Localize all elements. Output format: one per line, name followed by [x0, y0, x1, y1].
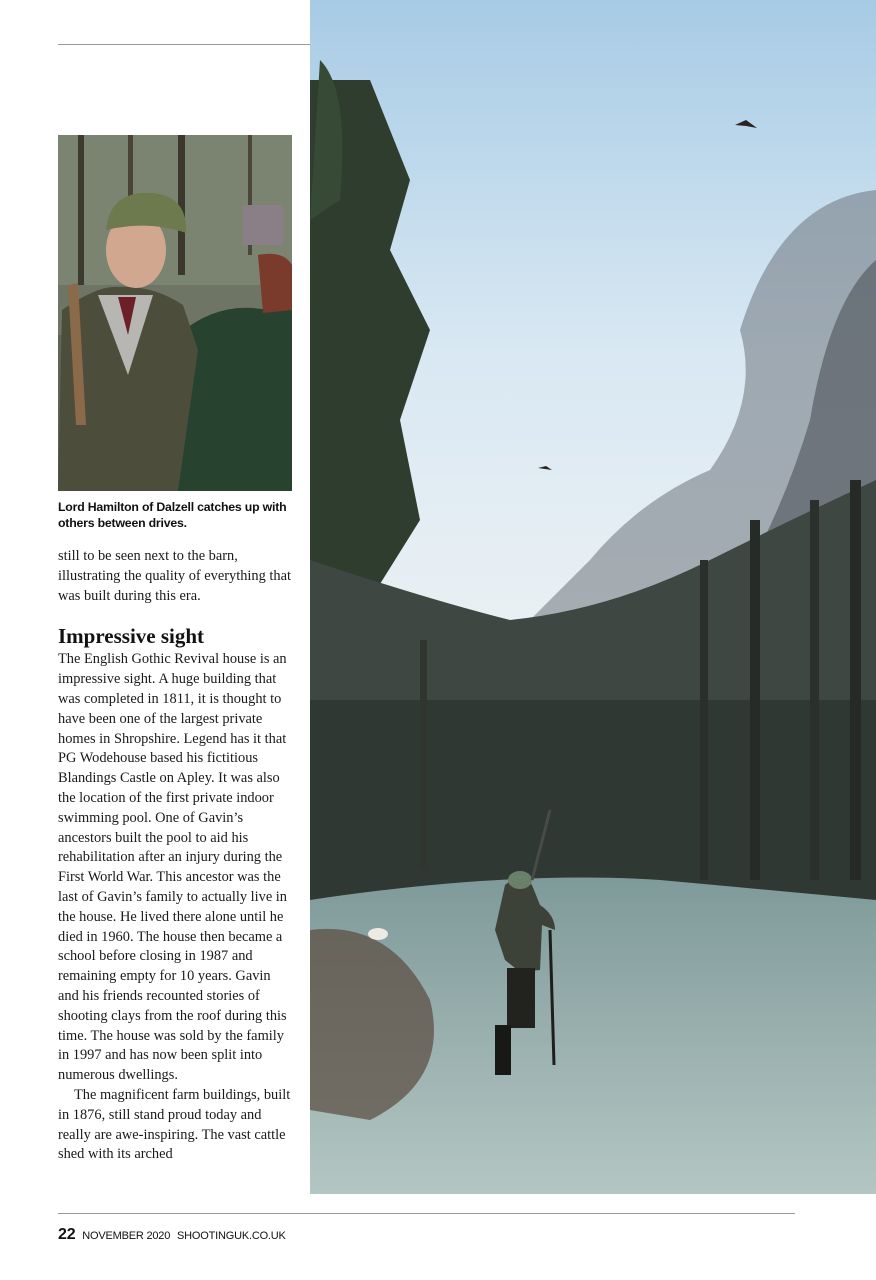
top-rule	[58, 44, 310, 45]
bottom-rule	[58, 1213, 795, 1214]
inset-photo-art	[58, 135, 292, 491]
article-paragraph: The magnificent farm buildings, built in 1876, still stand proud today and really are awe-inspiring. The vast cattle shed with its arched	[58, 1086, 291, 1163]
article-body	[58, 547, 294, 1165]
photo-caption: Lord Hamilton of Dalzell catches up with others between drives.	[58, 500, 287, 530]
main-photo	[310, 0, 876, 1194]
inset-photo	[58, 135, 292, 491]
article-paragraph: still to be seen next to the barn, illustrating the quality of everything that was built during this era.	[58, 548, 291, 604]
main-photo-art	[310, 0, 876, 1194]
section-heading: Impressive sight	[58, 624, 205, 649]
website-link[interactable]: SHOOTINGUK.CO.UK	[177, 1230, 286, 1242]
page-footer	[58, 1226, 286, 1244]
article-paragraph: The English Gothic Revival house is an impressive sight. A huge building that was completed in 1811, it is thought to have been one of the largest private homes in Shropshire. Legend has it that PG Wodehouse based his fictitious Blandings Castle on Apley. It was also the location of the first private indoor swimming pool. One of Gavin’s ancestors built the pool to aid his rehabilitation after an injury during the First World War. This ancestor was the last of Gavin’s family to actually live in the house. He lived there alone until he died in 1960. The house then became a school before closing in 1987 and remaining empty for 10 years. Gavin and his friends recounted stories of shooting clays from the roof during this time. The house was sold by the family in 1997 and has now been split into numerous dwellings.	[58, 651, 287, 1084]
issue-date: NOVEMBER 2020	[82, 1230, 171, 1242]
page-number: 22	[58, 1226, 76, 1243]
